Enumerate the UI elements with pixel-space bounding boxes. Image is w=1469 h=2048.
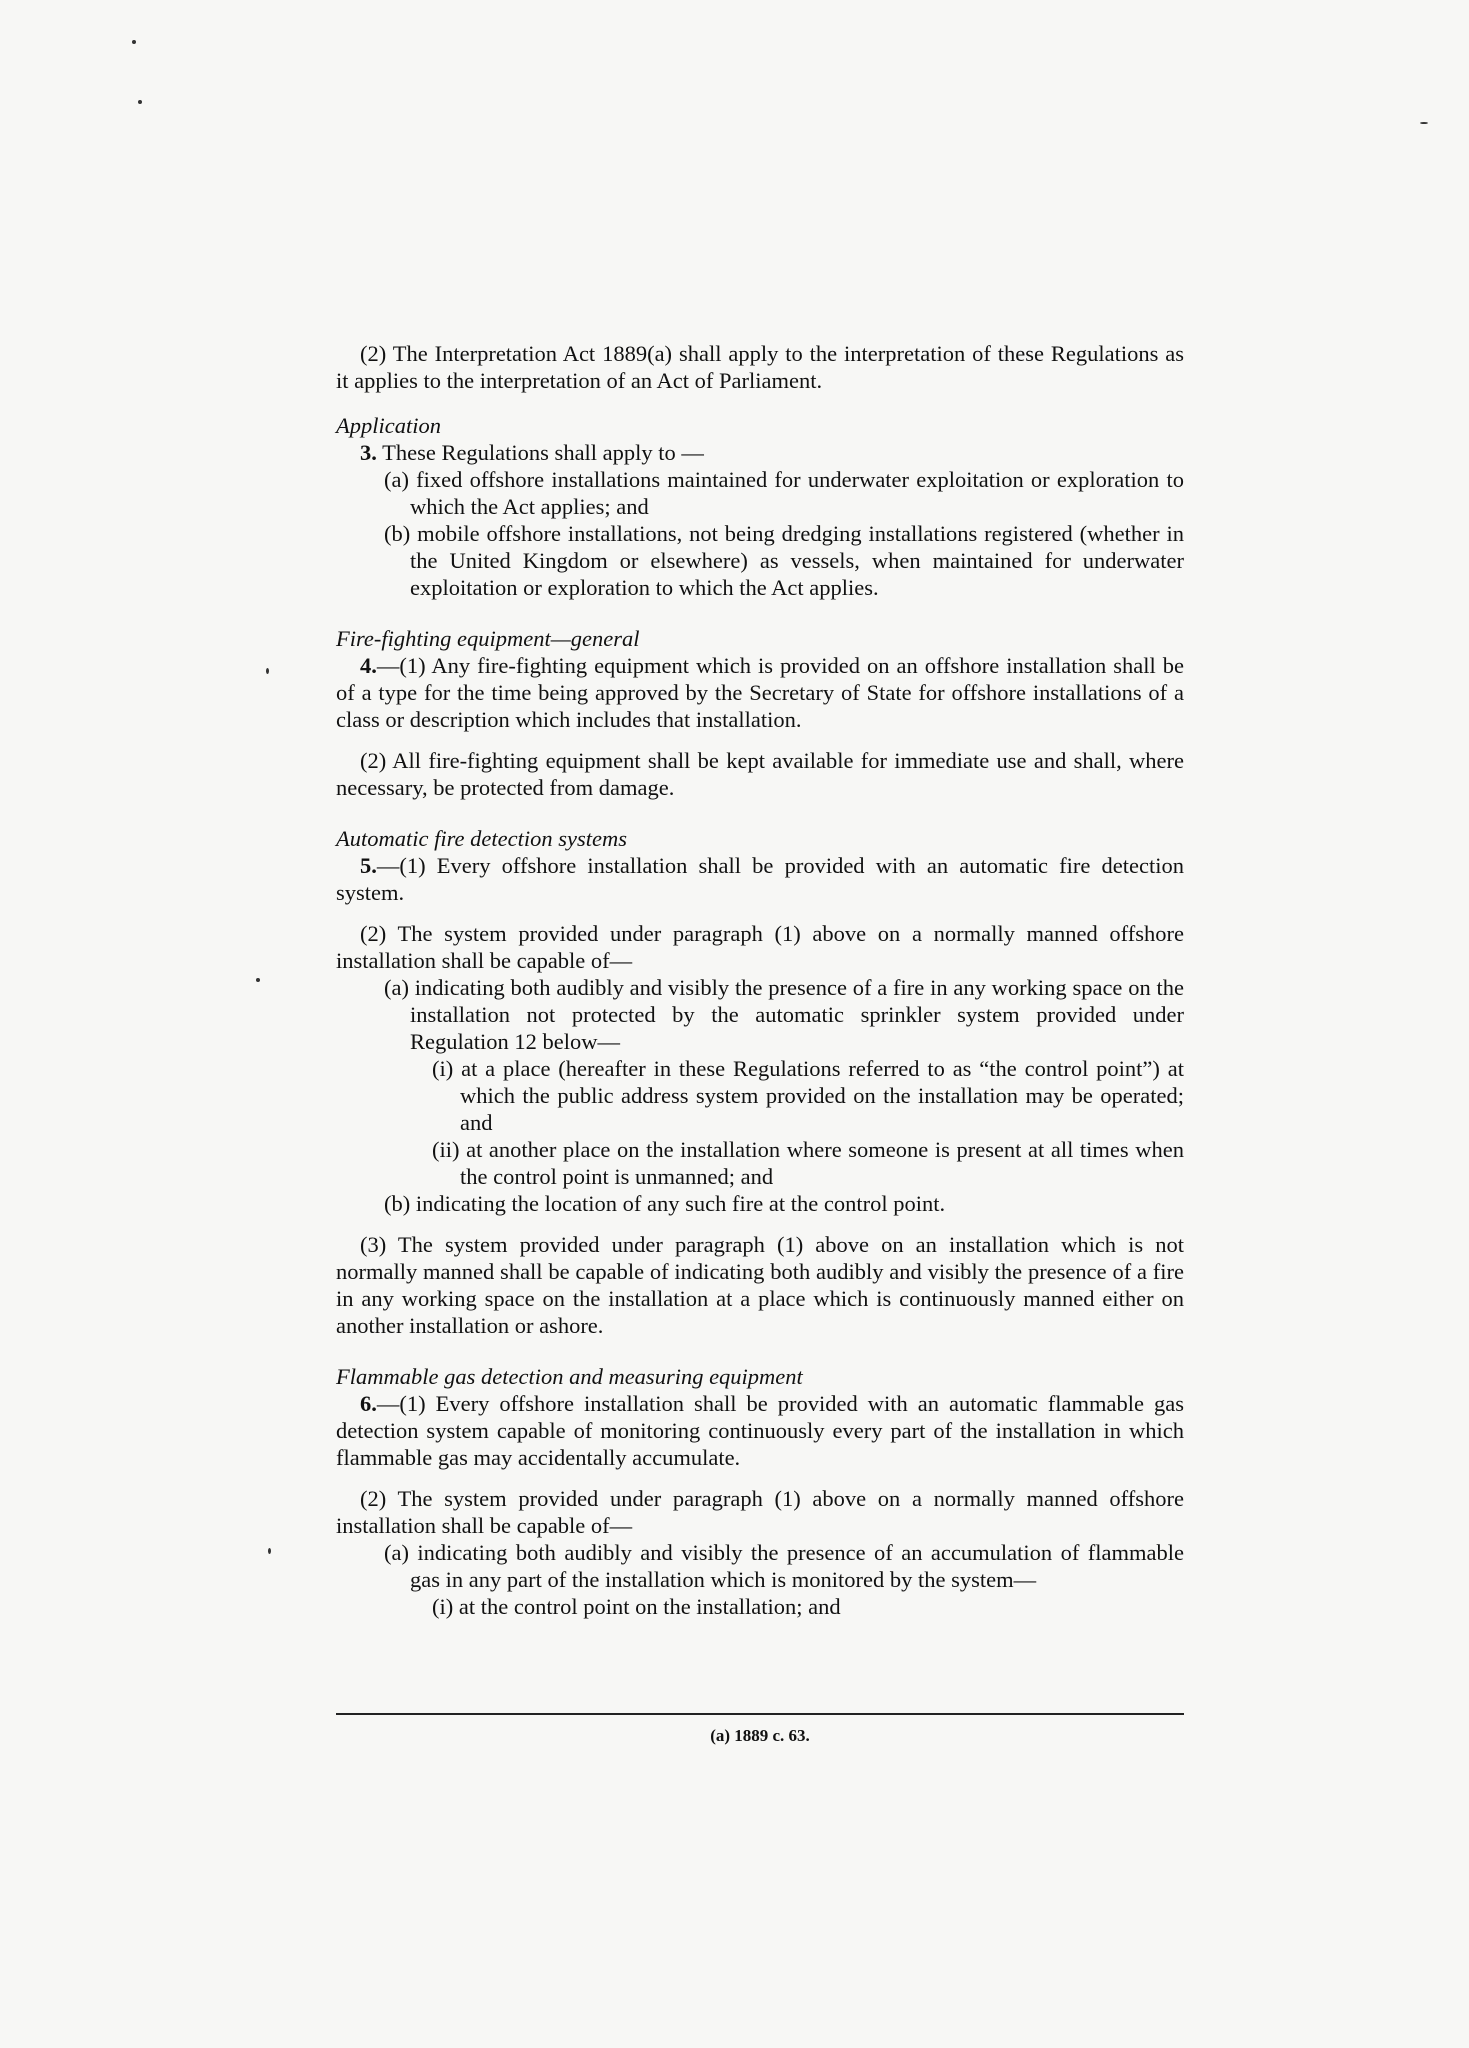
scan-speck [268, 1548, 271, 1554]
regulation-text: —(1) Every offshore installation shall be provided with an automatic fire detection system. [336, 853, 1184, 905]
regulation-6-paragraph-2: (2) The system provided under paragraph (1) above on a normally manned offshore installation shall be capable of— [336, 1486, 1184, 1538]
regulations-text [336, 340, 1184, 1620]
regulation-text: —(1) Any fire-fighting equipment which is provided on an offshore installation shall be of a type for the time being approved by the Secretary of State for offshore installations of a class or description which includes that installation. [336, 653, 1184, 732]
section-heading-fire-fighting: Fire-fighting equipment—general [336, 626, 640, 651]
regulation-5-paragraph-1 [336, 852, 1184, 906]
regulation-number: 3. [360, 440, 377, 465]
regulation-5-paragraph-3: (3) The system provided under paragraph (1) above on an installation which is not normally manned shall be capable of indicating both audibly and visibly the presence of a fire in any working space on the installation at a place which is continuously manned either on another installation or ashore. [336, 1232, 1184, 1338]
regulation-4-paragraph-1 [336, 652, 1184, 733]
scan-speck [266, 668, 269, 674]
regulation-3-intro [336, 439, 1184, 466]
scan-speck [132, 40, 136, 44]
regulation-4-paragraph-2: (2) All fire-fighting equipment shall be kept available for immediate use and shall, where necessary, be protected from damage. [336, 748, 1184, 800]
regulation-number: 6. [360, 1391, 377, 1416]
section-heading-application: Application [336, 413, 441, 438]
list-item: (i) at a place (hereafter in these Regulations referred to as “the control point”) at which the public address system provided on the installation may be operated; and [432, 1056, 1184, 1135]
regulation-number: 5. [360, 853, 377, 878]
list-item: (a) fixed offshore installations maintained for underwater exploitation or exploration to which the Act applies; and [384, 467, 1184, 519]
list-item: (a) indicating both audibly and visibly the presence of an accumulation of flammable gas in any part of the installation which is monitored by the system— [384, 1540, 1184, 1592]
scan-speck [1420, 122, 1428, 124]
regulation-5-paragraph-2: (2) The system provided under paragraph (1) above on a normally manned offshore installation shall be capable of— [336, 921, 1184, 973]
regulation-6-paragraph-1 [336, 1390, 1184, 1471]
regulation-text: —(1) Every offshore installation shall be provided with an automatic flammable gas detection system capable of monitoring continuously every part of the installation in which flammable gas may accidentally accumulate. [336, 1391, 1184, 1470]
list-item: (b) indicating the location of any such fire at the control point. [384, 1191, 946, 1216]
scan-speck [138, 100, 142, 104]
section-heading-fire-detection: Automatic fire detection systems [336, 826, 627, 851]
footnote: (a) 1889 c. 63. [710, 1726, 810, 1745]
list-item: (ii) at another place on the installation where someone is present at all times when the control point is unmanned; and [432, 1137, 1184, 1189]
footnote-divider [336, 1713, 1184, 1715]
regulation-number: 4. [360, 653, 377, 678]
regulation-text: These Regulations shall apply to — [382, 440, 704, 465]
section-heading-gas-detection: Flammable gas detection and measuring equipment [336, 1364, 803, 1389]
interpretation-paragraph: (2) The Interpretation Act 1889(a) shall apply to the interpretation of these Regulations as it applies to the interpretation of an Act of Parliament. [336, 341, 1184, 393]
list-item: (a) indicating both audibly and visibly the presence of a fire in any working space on the installation not protected by the automatic sprinkler system provided under Regulation 12 below— [384, 975, 1184, 1054]
scan-speck [256, 978, 260, 982]
list-item: (i) at the control point on the installation; and [432, 1594, 841, 1619]
list-item: (b) mobile offshore installations, not being dredging installations registered (whether in the United Kingdom or elsewhere) as vessels, when maintained for underwater exploitation or exploration to which the Act applies. [384, 521, 1184, 600]
